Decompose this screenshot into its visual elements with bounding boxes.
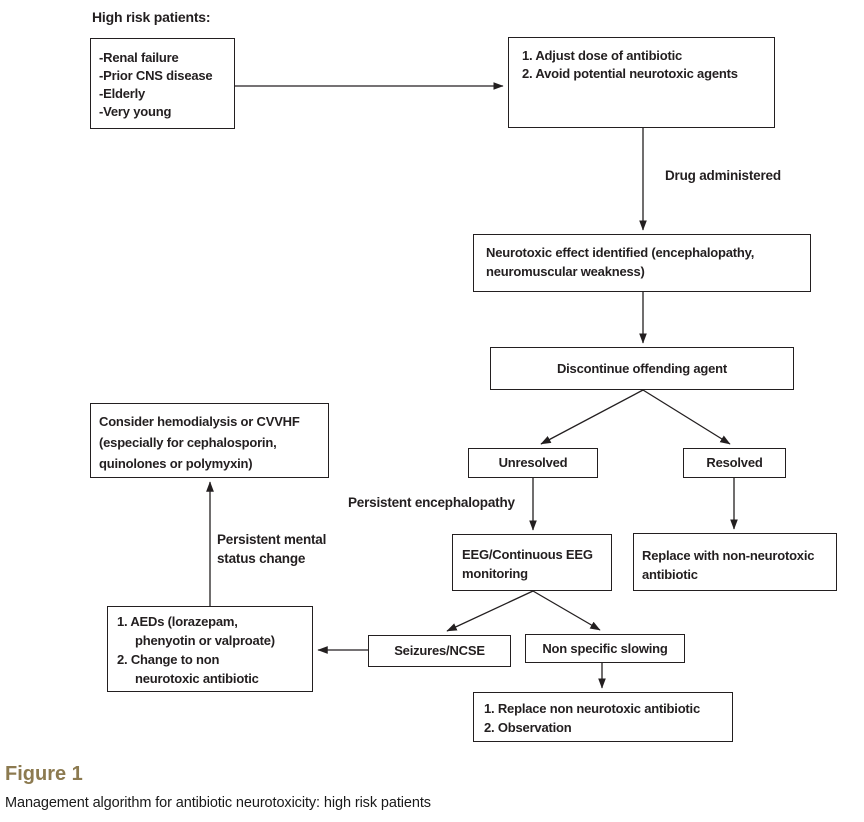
box-resolved bbox=[683, 448, 786, 478]
box-seizures-ncse bbox=[368, 635, 511, 667]
risk-factor-elderly: -Elderly bbox=[99, 86, 146, 101]
figure-heading: Figure 1 bbox=[5, 763, 83, 785]
hemodialysis-line-3: quinolones or polymyxin) bbox=[99, 456, 253, 471]
high-risk-title: High risk patients: bbox=[92, 9, 211, 25]
box-unresolved bbox=[468, 448, 598, 478]
eeg-line-2: monitoring bbox=[462, 566, 528, 581]
box-hemodialysis bbox=[90, 403, 329, 478]
box-discontinue-agent bbox=[490, 347, 794, 390]
adjust-step-2: 2. Avoid potential neurotoxic agents bbox=[522, 66, 738, 81]
risk-factor-cns: -Prior CNS disease bbox=[99, 68, 213, 83]
arrow-discontinue-to-unresolved bbox=[541, 390, 643, 444]
discontinue-label: Discontinue offending agent bbox=[556, 360, 728, 376]
slowing-label: Non specific slowing bbox=[542, 640, 668, 656]
box-replace-nonneurotoxic bbox=[633, 533, 837, 591]
hemodialysis-line-2: (especially for cephalosporin, bbox=[99, 435, 277, 450]
aeds-line-4: neurotoxic antibiotic bbox=[135, 671, 259, 686]
neurotoxic-line-2: neuromuscular weakness) bbox=[486, 264, 645, 279]
arrow-eeg-to-slowing bbox=[533, 591, 600, 630]
box-replace-observe bbox=[473, 692, 733, 742]
persistent-mental-status-label bbox=[217, 530, 326, 568]
replace-observe-line-2: 2. Observation bbox=[484, 720, 572, 735]
persistent-mental-line-1: Persistent mental bbox=[217, 532, 327, 547]
box-high-risk-factors bbox=[90, 38, 235, 129]
risk-factor-young: -Very young bbox=[99, 104, 172, 119]
neurotoxic-line-1: Neurotoxic effect identified (encephalopathy, bbox=[486, 245, 755, 260]
drug-administered-label: Drug administered bbox=[665, 168, 781, 183]
arrow-eeg-to-seizures bbox=[447, 591, 533, 631]
unresolved-label: Unresolved bbox=[498, 455, 568, 470]
eeg-line-1: EEG/Continuous EEG bbox=[462, 547, 593, 562]
aeds-line-3: 2. Change to non bbox=[117, 652, 220, 667]
box-nonspecific-slowing bbox=[525, 634, 685, 663]
arrow-discontinue-to-resolved bbox=[643, 390, 730, 444]
box-aeds bbox=[107, 606, 313, 692]
box-adjust-dose bbox=[508, 37, 775, 128]
box-neurotoxic-effect bbox=[473, 234, 811, 292]
risk-factor-renal: -Renal failure bbox=[99, 50, 179, 65]
aeds-line-2: phenyotin or valproate) bbox=[135, 633, 275, 648]
aeds-line-1: 1. AEDs (lorazepam, bbox=[117, 614, 238, 629]
box-eeg-monitoring bbox=[452, 534, 612, 591]
resolved-label: Resolved bbox=[706, 455, 763, 470]
replace-line-2: antibiotic bbox=[642, 567, 698, 582]
replace-line-1: Replace with non-neurotoxic bbox=[642, 548, 815, 563]
persistent-encephalopathy-label: Persistent encephalopathy bbox=[348, 495, 515, 510]
seizures-label: Seizures/NCSE bbox=[394, 643, 485, 658]
persistent-mental-line-2: status change bbox=[217, 551, 306, 566]
figure-caption-text: Management algorithm for antibiotic neurotoxicity: high risk patients bbox=[5, 795, 431, 811]
replace-observe-line-1: 1. Replace non neurotoxic antibiotic bbox=[484, 701, 701, 716]
hemodialysis-line-1: Consider hemodialysis or CVVHF bbox=[99, 414, 300, 429]
adjust-step-1: 1. Adjust dose of antibiotic bbox=[522, 48, 683, 63]
